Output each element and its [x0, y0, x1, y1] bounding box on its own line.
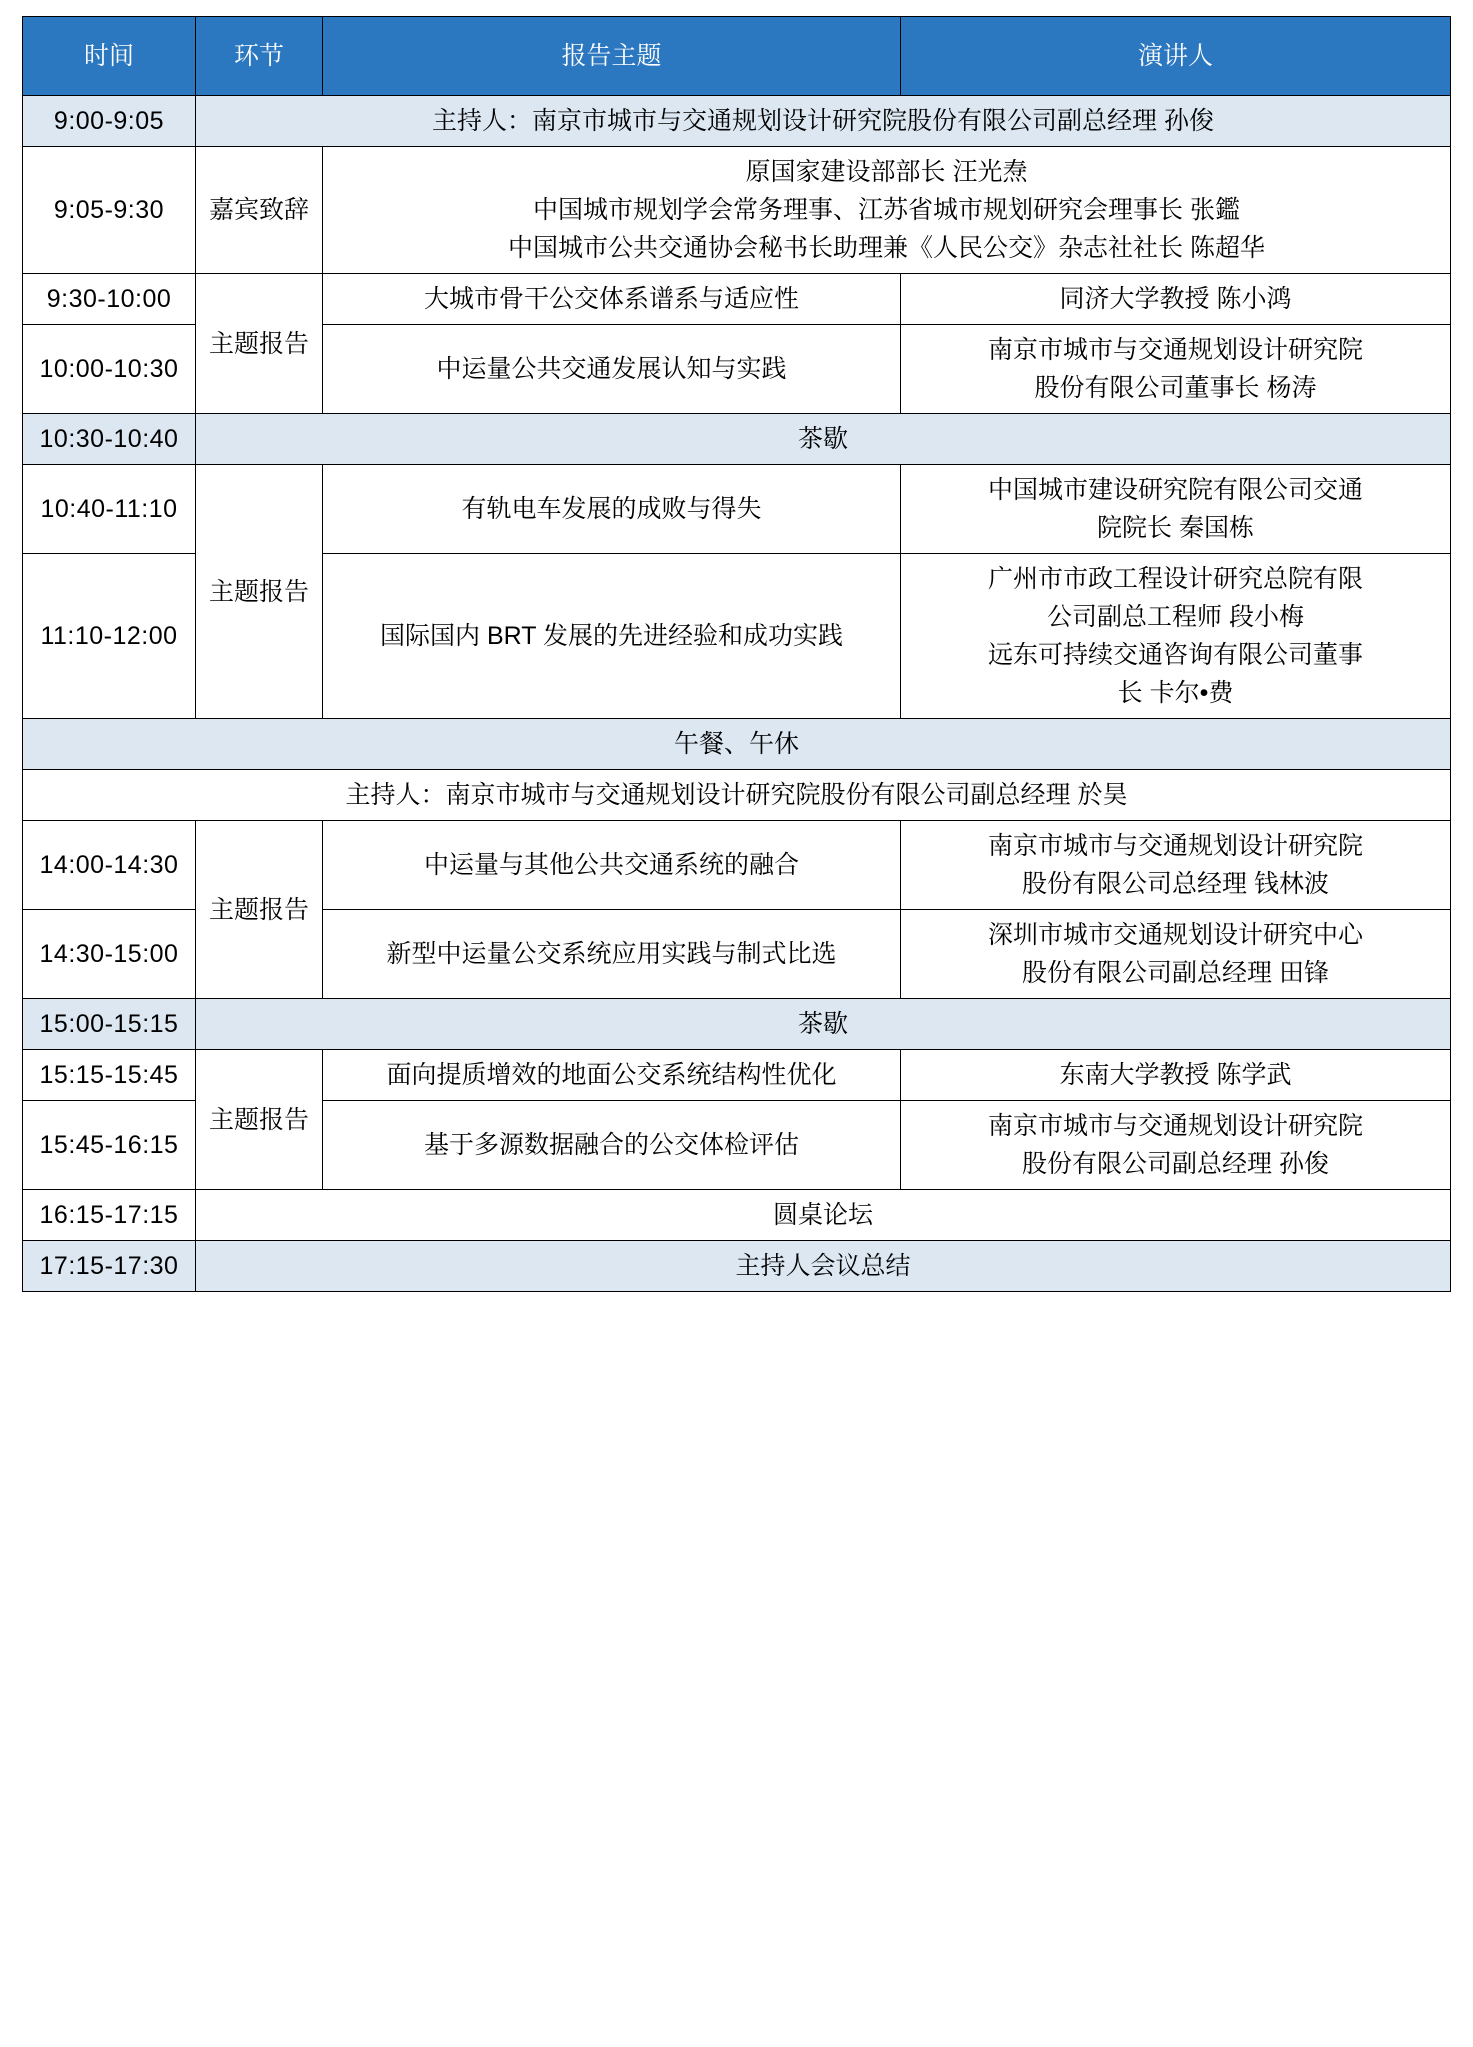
cell-topic: 大城市骨干公交体系谱系与适应性 [323, 274, 901, 325]
speaker-line: 股份有限公司总经理 钱林波 [1022, 870, 1329, 898]
cell-time: 15:00-15:15 [23, 999, 196, 1050]
speaker-line: 深圳市城市交通规划设计研究中心 [987, 921, 1363, 949]
cell-time: 9:00-9:05 [23, 96, 196, 147]
cell-full-span: 主持人：南京市城市与交通规划设计研究院股份有限公司副总经理 於昊 [23, 770, 1451, 821]
cell-topic: 面向提质增效的地面公交系统结构性优化 [323, 1050, 901, 1101]
cell-topic: 国际国内 BRT 发展的先进经验和成功实践 [323, 554, 901, 719]
cell-time: 15:45-16:15 [23, 1101, 196, 1190]
speaker-line: 中国城市建设研究院有限公司交通 [987, 476, 1363, 504]
speaker-line: 南京市城市与交通规划设计研究院 [987, 1112, 1363, 1140]
cell-time: 16:15-17:15 [23, 1190, 196, 1241]
header-row [23, 17, 1451, 96]
speaker-line: 长 卡尔•费 [1117, 679, 1234, 707]
speaker-line: 南京市城市与交通规划设计研究院 [987, 336, 1363, 364]
topic-line: 中国城市规划学会常务理事、江苏省城市规划研究会理事长 张鑑 [533, 196, 1240, 224]
cell-time: 10:30-10:40 [23, 414, 196, 465]
cell-full-span: 午餐、午休 [23, 719, 1451, 770]
cell-full-span: 茶歇 [196, 414, 1451, 465]
cell-time: 10:00-10:30 [23, 325, 196, 414]
speaker-line: 股份有限公司副总经理 孙俊 [1022, 1150, 1329, 1178]
column-header-speaker: 演讲人 [901, 17, 1451, 96]
topic-line: 中国城市公共交通协会秘书长助理兼《人民公交》杂志社社长 陈超华 [508, 234, 1265, 262]
cell-time: 10:40-11:10 [23, 465, 196, 554]
cell-full-span: 圆桌论坛 [196, 1190, 1451, 1241]
cell-time: 9:05-9:30 [23, 147, 196, 274]
table-row [23, 96, 1451, 147]
speaker-line: 股份有限公司董事长 杨涛 [1034, 374, 1317, 402]
cell-full-span: 茶歇 [196, 999, 1451, 1050]
speaker-line: 南京市城市与交通规划设计研究院 [987, 832, 1363, 860]
cell-speaker [901, 910, 1451, 999]
cell-time: 14:30-15:00 [23, 910, 196, 999]
speaker-line: 公司副总工程师 段小梅 [1047, 603, 1304, 631]
agenda-table [22, 16, 1451, 1292]
cell-topic-speaker [323, 147, 1451, 274]
cell-session: 嘉宾致辞 [196, 147, 323, 274]
table-body [23, 96, 1451, 1292]
table-row [23, 719, 1451, 770]
speaker-line: 广州市市政工程设计研究总院有限 [987, 565, 1363, 593]
cell-session: 主题报告 [196, 1050, 323, 1190]
cell-speaker [901, 274, 1451, 325]
cell-topic: 新型中运量公交系统应用实践与制式比选 [323, 910, 901, 999]
cell-topic: 中运量公共交通发展认知与实践 [323, 325, 901, 414]
table-row [23, 414, 1451, 465]
cell-speaker [901, 465, 1451, 554]
table-row [23, 821, 1451, 910]
cell-speaker [901, 821, 1451, 910]
speaker-line: 股份有限公司副总经理 田锋 [1022, 959, 1329, 987]
column-header-time: 时间 [23, 17, 196, 96]
cell-topic: 中运量与其他公共交通系统的融合 [323, 821, 901, 910]
cell-time: 15:15-15:45 [23, 1050, 196, 1101]
speaker-line: 远东可持续交通咨询有限公司董事 [987, 641, 1363, 669]
column-header-session: 环节 [196, 17, 323, 96]
speaker-line: 东南大学教授 陈学武 [1059, 1061, 1292, 1089]
cell-session: 主题报告 [196, 465, 323, 719]
cell-time: 17:15-17:30 [23, 1241, 196, 1292]
cell-speaker [901, 554, 1451, 719]
topic-line: 原国家建设部部长 汪光焘 [745, 158, 1028, 186]
cell-session: 主题报告 [196, 274, 323, 414]
table-header [23, 17, 1451, 96]
cell-topic: 有轨电车发展的成败与得失 [323, 465, 901, 554]
table-row [23, 770, 1451, 821]
table-row [23, 1050, 1451, 1101]
cell-time: 14:00-14:30 [23, 821, 196, 910]
cell-time: 9:30-10:00 [23, 274, 196, 325]
cell-full-span: 主持人会议总结 [196, 1241, 1451, 1292]
table-row [23, 274, 1451, 325]
cell-topic: 基于多源数据融合的公交体检评估 [323, 1101, 901, 1190]
cell-session: 主题报告 [196, 821, 323, 999]
speaker-line: 院院长 秦国栋 [1097, 514, 1254, 542]
table-row [23, 1241, 1451, 1292]
cell-speaker [901, 1050, 1451, 1101]
column-header-topic: 报告主题 [323, 17, 901, 96]
cell-full-span: 主持人：南京市城市与交通规划设计研究院股份有限公司副总经理 孙俊 [196, 96, 1451, 147]
speaker-line: 同济大学教授 陈小鸿 [1059, 285, 1292, 313]
table-row [23, 465, 1451, 554]
cell-time: 11:10-12:00 [23, 554, 196, 719]
cell-speaker [901, 325, 1451, 414]
table-row [23, 147, 1451, 274]
cell-speaker [901, 1101, 1451, 1190]
table-row [23, 999, 1451, 1050]
table-row [23, 1190, 1451, 1241]
